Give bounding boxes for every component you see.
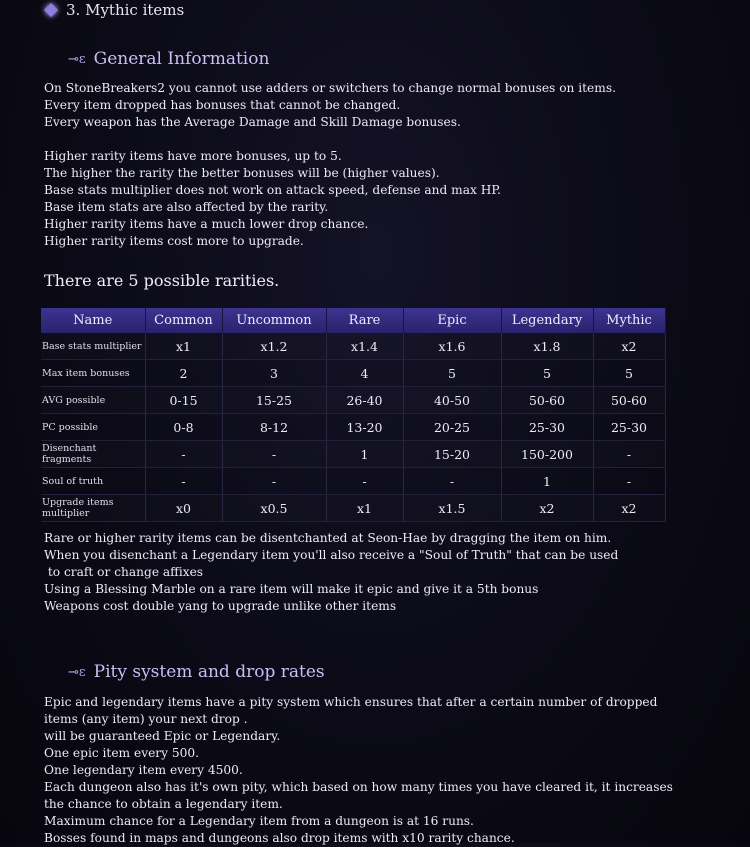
general-info-heading — [68, 49, 269, 69]
column-header: Rare — [326, 308, 403, 333]
general-info-line: Higher rarity items have more bonuses, up to 5. — [44, 149, 342, 163]
table-cell: 0-8 — [145, 414, 222, 441]
column-header: Legendary — [501, 308, 593, 333]
table-cell: 13-20 — [326, 414, 403, 441]
table-cell: x1.4 — [326, 333, 403, 360]
table-cell: 5 — [403, 360, 501, 387]
general-info-line: Higher rarity items cost more to upgrade. — [44, 234, 304, 248]
table-cell: 150-200 — [501, 441, 593, 468]
table-cell: - — [593, 441, 665, 468]
section-heading-text: 3. Mythic items — [66, 1, 185, 19]
column-header: Epic — [403, 308, 501, 333]
note-line: to craft or change affixes — [44, 565, 204, 579]
table-row — [41, 414, 665, 441]
table-cell: x2 — [501, 495, 593, 522]
table-cell: 8-12 — [222, 414, 326, 441]
pity-title: Pity system and drop rates — [93, 662, 325, 682]
table-row — [41, 360, 665, 387]
table-cell: 26-40 — [326, 387, 403, 414]
table-cell: x2 — [593, 333, 665, 360]
table-cell: x1.5 — [403, 495, 501, 522]
rarity-notes — [44, 530, 618, 615]
table-cell: 40-50 — [403, 387, 501, 414]
row-label: PC possible — [41, 414, 145, 441]
note-line: Rare or higher rarity items can be disentchanted at Seon-Hae by dragging the item on him. — [44, 531, 612, 545]
pity-line: Epic and legendary items have a pity system which ensures that after a certain number of dropped — [44, 695, 658, 709]
table-cell: x2 — [593, 495, 665, 522]
pity-line: One legendary item every 4500. — [44, 763, 243, 777]
table-cell: - — [593, 468, 665, 495]
general-info-line: The higher the rarity the better bonuses will be (higher values). — [44, 166, 440, 180]
swirl-ornament-icon: ⊸ɛ — [68, 664, 86, 680]
table-header-row — [41, 308, 665, 333]
column-header: Uncommon — [222, 308, 326, 333]
table-cell: 3 — [222, 360, 326, 387]
pity-heading — [68, 662, 325, 682]
general-info-line: Base item stats are also affected by the rarity. — [44, 200, 329, 214]
table-cell: x1.2 — [222, 333, 326, 360]
table-row — [41, 333, 665, 360]
table-cell: 15-25 — [222, 387, 326, 414]
general-info-title: General Information — [93, 49, 270, 69]
row-label: Base stats multiplier — [41, 333, 145, 360]
table-row — [41, 441, 665, 468]
general-info-line: On StoneBreakers2 you cannot use adders or switchers to change normal bonuses on items. — [44, 81, 616, 95]
table-cell: x1 — [326, 495, 403, 522]
table-cell: 2 — [145, 360, 222, 387]
table-row — [41, 387, 665, 414]
table-cell: x1.8 — [501, 333, 593, 360]
table-cell: - — [326, 468, 403, 495]
table-cell: 25-30 — [593, 414, 665, 441]
row-label: Max item bonuses — [41, 360, 145, 387]
table-cell: - — [222, 441, 326, 468]
table-cell: - — [145, 468, 222, 495]
pity-text — [44, 694, 673, 847]
table-row — [41, 468, 665, 495]
table-cell: 50-60 — [501, 387, 593, 414]
general-info-text — [44, 80, 616, 250]
rarity-table — [41, 308, 666, 522]
table-cell: 20-25 — [403, 414, 501, 441]
table-cell: 5 — [593, 360, 665, 387]
table-cell: 5 — [501, 360, 593, 387]
table-cell: x0 — [145, 495, 222, 522]
pity-line: Maximum chance for a Legendary item from a dungeon is at 16 runs. — [44, 814, 474, 828]
table-cell: 0-15 — [145, 387, 222, 414]
section-heading — [46, 1, 184, 19]
row-label: Disenchant fragments — [41, 441, 145, 468]
table-cell: - — [403, 468, 501, 495]
general-info-line: Every item dropped has bonuses that cannot be changed. — [44, 98, 401, 112]
column-header: Name — [41, 308, 145, 333]
table-cell: 15-20 — [403, 441, 501, 468]
swirl-ornament-icon: ⊸ɛ — [68, 51, 86, 67]
pity-line: items (any item) your next drop . — [44, 712, 248, 726]
general-info-line: Higher rarity items have a much lower drop chance. — [44, 217, 369, 231]
table-cell: x0.5 — [222, 495, 326, 522]
gem-icon — [44, 3, 58, 17]
pity-line: One epic item every 500. — [44, 746, 200, 760]
note-line: When you disenchant a Legendary item you'll also receive a "Soul of Truth" that can be used — [44, 548, 619, 562]
table-cell: x1.6 — [403, 333, 501, 360]
table-cell: 50-60 — [593, 387, 665, 414]
column-header: Mythic — [593, 308, 665, 333]
table-cell: x1 — [145, 333, 222, 360]
row-label: Soul of truth — [41, 468, 145, 495]
table-row — [41, 495, 665, 522]
general-info-line — [44, 131, 616, 148]
row-label: AVG possible — [41, 387, 145, 414]
note-line: Weapons cost double yang to upgrade unlike other items — [44, 599, 397, 613]
pity-line: will be guaranteed Epic or Legendary. — [44, 729, 281, 743]
column-header: Common — [145, 308, 222, 333]
note-line: Using a Blessing Marble on a rare item will make it epic and give it a 5th bonus — [44, 582, 539, 596]
pity-line: Each dungeon also has it's own pity, which based on how many times you have cleared it, it increases — [44, 780, 673, 794]
rarities-heading: There are 5 possible rarities. — [44, 271, 280, 290]
table-cell: 1 — [501, 468, 593, 495]
table-cell: - — [145, 441, 222, 468]
pity-line: Bosses found in maps and dungeons also drop items with x10 rarity chance. — [44, 831, 515, 845]
pity-line: the chance to obtain a legendary item. — [44, 797, 283, 811]
row-label: Upgrade items multiplier — [41, 495, 145, 522]
general-info-line: Base stats multiplier does not work on attack speed, defense and max HP. — [44, 183, 501, 197]
table-cell: 4 — [326, 360, 403, 387]
table-cell: 25-30 — [501, 414, 593, 441]
table-cell: 1 — [326, 441, 403, 468]
general-info-line: Every weapon has the Average Damage and Skill Damage bonuses. — [44, 115, 461, 129]
table-body — [41, 333, 665, 522]
table-cell: - — [222, 468, 326, 495]
